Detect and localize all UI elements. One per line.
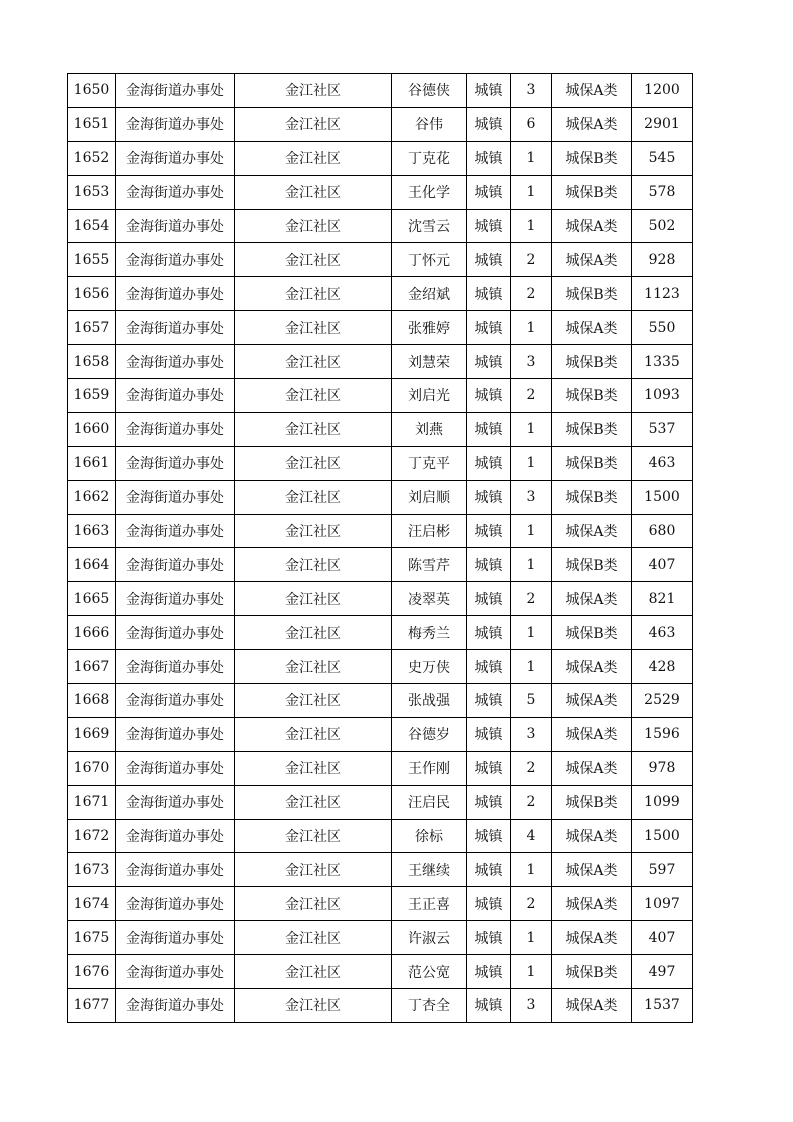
name-cell: 凌翠英 bbox=[392, 582, 467, 616]
household-size-cell: 2 bbox=[511, 582, 552, 616]
area-type-cell: 城镇 bbox=[467, 514, 511, 548]
amount-cell: 1500 bbox=[632, 480, 693, 514]
community-cell: 金江社区 bbox=[235, 684, 392, 718]
table-row bbox=[68, 514, 693, 548]
table-row bbox=[68, 345, 693, 379]
insurance-category-cell: 城保B类 bbox=[552, 277, 632, 311]
name-cell: 谷德岁 bbox=[392, 717, 467, 751]
insurance-category-cell: 城保A类 bbox=[552, 107, 632, 141]
table-row bbox=[68, 616, 693, 650]
street-office-cell: 金海街道办事处 bbox=[116, 887, 235, 921]
row-number-cell: 1653 bbox=[68, 175, 116, 209]
name-cell: 许淑云 bbox=[392, 921, 467, 955]
table-row bbox=[68, 209, 693, 243]
community-cell: 金江社区 bbox=[235, 345, 392, 379]
street-office-cell: 金海街道办事处 bbox=[116, 684, 235, 718]
name-cell: 王作刚 bbox=[392, 751, 467, 785]
name-cell: 史万侠 bbox=[392, 650, 467, 684]
name-cell: 沈雪云 bbox=[392, 209, 467, 243]
amount-cell: 550 bbox=[632, 311, 693, 345]
amount-cell: 978 bbox=[632, 751, 693, 785]
household-size-cell: 1 bbox=[511, 616, 552, 650]
name-cell: 刘慧荣 bbox=[392, 345, 467, 379]
amount-cell: 2901 bbox=[632, 107, 693, 141]
community-cell: 金江社区 bbox=[235, 141, 392, 175]
street-office-cell: 金海街道办事处 bbox=[116, 141, 235, 175]
row-number-cell: 1655 bbox=[68, 243, 116, 277]
community-cell: 金江社区 bbox=[235, 446, 392, 480]
community-cell: 金江社区 bbox=[235, 209, 392, 243]
name-cell: 丁克平 bbox=[392, 446, 467, 480]
area-type-cell: 城镇 bbox=[467, 311, 511, 345]
community-cell: 金江社区 bbox=[235, 107, 392, 141]
table-row bbox=[68, 582, 693, 616]
insurance-category-cell: 城保A类 bbox=[552, 311, 632, 345]
street-office-cell: 金海街道办事处 bbox=[116, 616, 235, 650]
area-type-cell: 城镇 bbox=[467, 548, 511, 582]
household-size-cell: 1 bbox=[511, 514, 552, 548]
row-number-cell: 1656 bbox=[68, 277, 116, 311]
name-cell: 丁杏全 bbox=[392, 989, 467, 1023]
amount-cell: 1097 bbox=[632, 887, 693, 921]
name-cell: 金绍斌 bbox=[392, 277, 467, 311]
insurance-category-cell: 城保A类 bbox=[552, 989, 632, 1023]
table-row bbox=[68, 141, 693, 175]
table-row bbox=[68, 819, 693, 853]
row-number-cell: 1668 bbox=[68, 684, 116, 718]
household-size-cell: 2 bbox=[511, 785, 552, 819]
table-row bbox=[68, 785, 693, 819]
row-number-cell: 1652 bbox=[68, 141, 116, 175]
household-size-cell: 1 bbox=[511, 921, 552, 955]
street-office-cell: 金海街道办事处 bbox=[116, 853, 235, 887]
household-size-cell: 6 bbox=[511, 107, 552, 141]
household-size-cell: 3 bbox=[511, 480, 552, 514]
insurance-category-cell: 城保A类 bbox=[552, 684, 632, 718]
street-office-cell: 金海街道办事处 bbox=[116, 650, 235, 684]
community-cell: 金江社区 bbox=[235, 989, 392, 1023]
area-type-cell: 城镇 bbox=[467, 209, 511, 243]
name-cell: 汪启民 bbox=[392, 785, 467, 819]
community-cell: 金江社区 bbox=[235, 412, 392, 446]
insurance-category-cell: 城保B类 bbox=[552, 345, 632, 379]
street-office-cell: 金海街道办事处 bbox=[116, 989, 235, 1023]
name-cell: 王化学 bbox=[392, 175, 467, 209]
table-row bbox=[68, 955, 693, 989]
street-office-cell: 金海街道办事处 bbox=[116, 717, 235, 751]
row-number-cell: 1670 bbox=[68, 751, 116, 785]
household-size-cell: 1 bbox=[511, 446, 552, 480]
amount-cell: 1596 bbox=[632, 717, 693, 751]
street-office-cell: 金海街道办事处 bbox=[116, 548, 235, 582]
household-size-cell: 1 bbox=[511, 650, 552, 684]
street-office-cell: 金海街道办事处 bbox=[116, 751, 235, 785]
household-size-cell: 3 bbox=[511, 74, 552, 108]
table-row bbox=[68, 243, 693, 277]
row-number-cell: 1667 bbox=[68, 650, 116, 684]
name-cell: 谷伟 bbox=[392, 107, 467, 141]
amount-cell: 407 bbox=[632, 921, 693, 955]
name-cell: 刘启光 bbox=[392, 379, 467, 413]
street-office-cell: 金海街道办事处 bbox=[116, 277, 235, 311]
street-office-cell: 金海街道办事处 bbox=[116, 311, 235, 345]
row-number-cell: 1672 bbox=[68, 819, 116, 853]
street-office-cell: 金海街道办事处 bbox=[116, 480, 235, 514]
street-office-cell: 金海街道办事处 bbox=[116, 107, 235, 141]
area-type-cell: 城镇 bbox=[467, 717, 511, 751]
name-cell: 王继续 bbox=[392, 853, 467, 887]
area-type-cell: 城镇 bbox=[467, 751, 511, 785]
area-type-cell: 城镇 bbox=[467, 107, 511, 141]
street-office-cell: 金海街道办事处 bbox=[116, 412, 235, 446]
name-cell: 梅秀兰 bbox=[392, 616, 467, 650]
community-cell: 金江社区 bbox=[235, 480, 392, 514]
row-number-cell: 1674 bbox=[68, 887, 116, 921]
insurance-category-cell: 城保B类 bbox=[552, 955, 632, 989]
area-type-cell: 城镇 bbox=[467, 141, 511, 175]
amount-cell: 428 bbox=[632, 650, 693, 684]
household-size-cell: 2 bbox=[511, 887, 552, 921]
name-cell: 陈雪芹 bbox=[392, 548, 467, 582]
area-type-cell: 城镇 bbox=[467, 345, 511, 379]
insurance-category-cell: 城保A类 bbox=[552, 921, 632, 955]
name-cell: 王正喜 bbox=[392, 887, 467, 921]
community-cell: 金江社区 bbox=[235, 311, 392, 345]
street-office-cell: 金海街道办事处 bbox=[116, 785, 235, 819]
row-number-cell: 1675 bbox=[68, 921, 116, 955]
amount-cell: 1500 bbox=[632, 819, 693, 853]
household-size-cell: 1 bbox=[511, 853, 552, 887]
area-type-cell: 城镇 bbox=[467, 74, 511, 108]
row-number-cell: 1666 bbox=[68, 616, 116, 650]
amount-cell: 597 bbox=[632, 853, 693, 887]
table-row bbox=[68, 74, 693, 108]
row-number-cell: 1664 bbox=[68, 548, 116, 582]
table-row bbox=[68, 751, 693, 785]
amount-cell: 407 bbox=[632, 548, 693, 582]
street-office-cell: 金海街道办事处 bbox=[116, 921, 235, 955]
insurance-category-cell: 城保B类 bbox=[552, 616, 632, 650]
amount-cell: 1537 bbox=[632, 989, 693, 1023]
table-row bbox=[68, 480, 693, 514]
area-type-cell: 城镇 bbox=[467, 650, 511, 684]
street-office-cell: 金海街道办事处 bbox=[116, 379, 235, 413]
row-number-cell: 1654 bbox=[68, 209, 116, 243]
table-row bbox=[68, 175, 693, 209]
table-row bbox=[68, 412, 693, 446]
community-cell: 金江社区 bbox=[235, 887, 392, 921]
amount-cell: 680 bbox=[632, 514, 693, 548]
insurance-category-cell: 城保B类 bbox=[552, 175, 632, 209]
household-size-cell: 3 bbox=[511, 345, 552, 379]
community-cell: 金江社区 bbox=[235, 548, 392, 582]
community-cell: 金江社区 bbox=[235, 751, 392, 785]
street-office-cell: 金海街道办事处 bbox=[116, 74, 235, 108]
row-number-cell: 1677 bbox=[68, 989, 116, 1023]
row-number-cell: 1663 bbox=[68, 514, 116, 548]
insurance-category-cell: 城保B类 bbox=[552, 785, 632, 819]
insurance-category-cell: 城保A类 bbox=[552, 74, 632, 108]
amount-cell: 463 bbox=[632, 616, 693, 650]
name-cell: 谷德侠 bbox=[392, 74, 467, 108]
insurance-category-cell: 城保A类 bbox=[552, 209, 632, 243]
table-row bbox=[68, 853, 693, 887]
insurance-category-cell: 城保A类 bbox=[552, 717, 632, 751]
table-row bbox=[68, 311, 693, 345]
community-cell: 金江社区 bbox=[235, 717, 392, 751]
amount-cell: 1335 bbox=[632, 345, 693, 379]
row-number-cell: 1662 bbox=[68, 480, 116, 514]
data-table bbox=[67, 73, 693, 1023]
insurance-category-cell: 城保A类 bbox=[552, 650, 632, 684]
area-type-cell: 城镇 bbox=[467, 887, 511, 921]
amount-cell: 463 bbox=[632, 446, 693, 480]
amount-cell: 545 bbox=[632, 141, 693, 175]
community-cell: 金江社区 bbox=[235, 819, 392, 853]
name-cell: 丁克花 bbox=[392, 141, 467, 175]
amount-cell: 821 bbox=[632, 582, 693, 616]
community-cell: 金江社区 bbox=[235, 379, 392, 413]
community-cell: 金江社区 bbox=[235, 785, 392, 819]
amount-cell: 1200 bbox=[632, 74, 693, 108]
insurance-category-cell: 城保B类 bbox=[552, 446, 632, 480]
row-number-cell: 1657 bbox=[68, 311, 116, 345]
household-size-cell: 5 bbox=[511, 684, 552, 718]
insurance-category-cell: 城保A类 bbox=[552, 582, 632, 616]
community-cell: 金江社区 bbox=[235, 514, 392, 548]
table-row bbox=[68, 107, 693, 141]
household-size-cell: 1 bbox=[511, 548, 552, 582]
community-cell: 金江社区 bbox=[235, 175, 392, 209]
household-size-cell: 1 bbox=[511, 209, 552, 243]
row-number-cell: 1659 bbox=[68, 379, 116, 413]
household-size-cell: 2 bbox=[511, 379, 552, 413]
insurance-category-cell: 城保A类 bbox=[552, 819, 632, 853]
amount-cell: 928 bbox=[632, 243, 693, 277]
insurance-category-cell: 城保B类 bbox=[552, 141, 632, 175]
amount-cell: 1093 bbox=[632, 379, 693, 413]
table-row bbox=[68, 446, 693, 480]
table-body bbox=[68, 74, 693, 1023]
insurance-category-cell: 城保B类 bbox=[552, 412, 632, 446]
amount-cell: 537 bbox=[632, 412, 693, 446]
area-type-cell: 城镇 bbox=[467, 616, 511, 650]
row-number-cell: 1661 bbox=[68, 446, 116, 480]
household-size-cell: 3 bbox=[511, 989, 552, 1023]
table-row bbox=[68, 717, 693, 751]
insurance-category-cell: 城保B类 bbox=[552, 379, 632, 413]
household-size-cell: 4 bbox=[511, 819, 552, 853]
community-cell: 金江社区 bbox=[235, 277, 392, 311]
household-size-cell: 2 bbox=[511, 277, 552, 311]
household-size-cell: 1 bbox=[511, 311, 552, 345]
row-number-cell: 1658 bbox=[68, 345, 116, 379]
area-type-cell: 城镇 bbox=[467, 955, 511, 989]
row-number-cell: 1671 bbox=[68, 785, 116, 819]
name-cell: 丁怀元 bbox=[392, 243, 467, 277]
area-type-cell: 城镇 bbox=[467, 819, 511, 853]
household-size-cell: 2 bbox=[511, 243, 552, 277]
row-number-cell: 1660 bbox=[68, 412, 116, 446]
area-type-cell: 城镇 bbox=[467, 277, 511, 311]
insurance-category-cell: 城保A类 bbox=[552, 887, 632, 921]
amount-cell: 1123 bbox=[632, 277, 693, 311]
row-number-cell: 1650 bbox=[68, 74, 116, 108]
table-row bbox=[68, 548, 693, 582]
community-cell: 金江社区 bbox=[235, 616, 392, 650]
amount-cell: 497 bbox=[632, 955, 693, 989]
row-number-cell: 1669 bbox=[68, 717, 116, 751]
area-type-cell: 城镇 bbox=[467, 921, 511, 955]
name-cell: 张战强 bbox=[392, 684, 467, 718]
area-type-cell: 城镇 bbox=[467, 243, 511, 277]
area-type-cell: 城镇 bbox=[467, 785, 511, 819]
area-type-cell: 城镇 bbox=[467, 684, 511, 718]
insurance-category-cell: 城保A类 bbox=[552, 751, 632, 785]
insurance-category-cell: 城保A类 bbox=[552, 243, 632, 277]
insurance-category-cell: 城保B类 bbox=[552, 480, 632, 514]
row-number-cell: 1665 bbox=[68, 582, 116, 616]
household-size-cell: 1 bbox=[511, 412, 552, 446]
amount-cell: 1099 bbox=[632, 785, 693, 819]
household-size-cell: 3 bbox=[511, 717, 552, 751]
amount-cell: 2529 bbox=[632, 684, 693, 718]
area-type-cell: 城镇 bbox=[467, 175, 511, 209]
street-office-cell: 金海街道办事处 bbox=[116, 175, 235, 209]
area-type-cell: 城镇 bbox=[467, 989, 511, 1023]
household-size-cell: 1 bbox=[511, 955, 552, 989]
street-office-cell: 金海街道办事处 bbox=[116, 955, 235, 989]
area-type-cell: 城镇 bbox=[467, 379, 511, 413]
street-office-cell: 金海街道办事处 bbox=[116, 446, 235, 480]
insurance-category-cell: 城保A类 bbox=[552, 514, 632, 548]
community-cell: 金江社区 bbox=[235, 243, 392, 277]
name-cell: 汪启彬 bbox=[392, 514, 467, 548]
row-number-cell: 1673 bbox=[68, 853, 116, 887]
table-row bbox=[68, 650, 693, 684]
street-office-cell: 金海街道办事处 bbox=[116, 345, 235, 379]
area-type-cell: 城镇 bbox=[467, 446, 511, 480]
row-number-cell: 1676 bbox=[68, 955, 116, 989]
community-cell: 金江社区 bbox=[235, 921, 392, 955]
household-size-cell: 2 bbox=[511, 751, 552, 785]
street-office-cell: 金海街道办事处 bbox=[116, 819, 235, 853]
area-type-cell: 城镇 bbox=[467, 480, 511, 514]
insurance-category-cell: 城保A类 bbox=[552, 853, 632, 887]
street-office-cell: 金海街道办事处 bbox=[116, 243, 235, 277]
amount-cell: 502 bbox=[632, 209, 693, 243]
insurance-category-cell: 城保B类 bbox=[552, 548, 632, 582]
name-cell: 张雅婷 bbox=[392, 311, 467, 345]
table-row bbox=[68, 277, 693, 311]
amount-cell: 578 bbox=[632, 175, 693, 209]
area-type-cell: 城镇 bbox=[467, 412, 511, 446]
table-row bbox=[68, 989, 693, 1023]
table-row bbox=[68, 887, 693, 921]
community-cell: 金江社区 bbox=[235, 582, 392, 616]
name-cell: 刘燕 bbox=[392, 412, 467, 446]
area-type-cell: 城镇 bbox=[467, 582, 511, 616]
community-cell: 金江社区 bbox=[235, 650, 392, 684]
street-office-cell: 金海街道办事处 bbox=[116, 514, 235, 548]
community-cell: 金江社区 bbox=[235, 74, 392, 108]
area-type-cell: 城镇 bbox=[467, 853, 511, 887]
community-cell: 金江社区 bbox=[235, 955, 392, 989]
table-row bbox=[68, 921, 693, 955]
table-row bbox=[68, 379, 693, 413]
name-cell: 徐标 bbox=[392, 819, 467, 853]
street-office-cell: 金海街道办事处 bbox=[116, 209, 235, 243]
name-cell: 范公宽 bbox=[392, 955, 467, 989]
street-office-cell: 金海街道办事处 bbox=[116, 582, 235, 616]
table-row bbox=[68, 684, 693, 718]
community-cell: 金江社区 bbox=[235, 853, 392, 887]
name-cell: 刘启顺 bbox=[392, 480, 467, 514]
row-number-cell: 1651 bbox=[68, 107, 116, 141]
household-size-cell: 1 bbox=[511, 141, 552, 175]
household-size-cell: 1 bbox=[511, 175, 552, 209]
